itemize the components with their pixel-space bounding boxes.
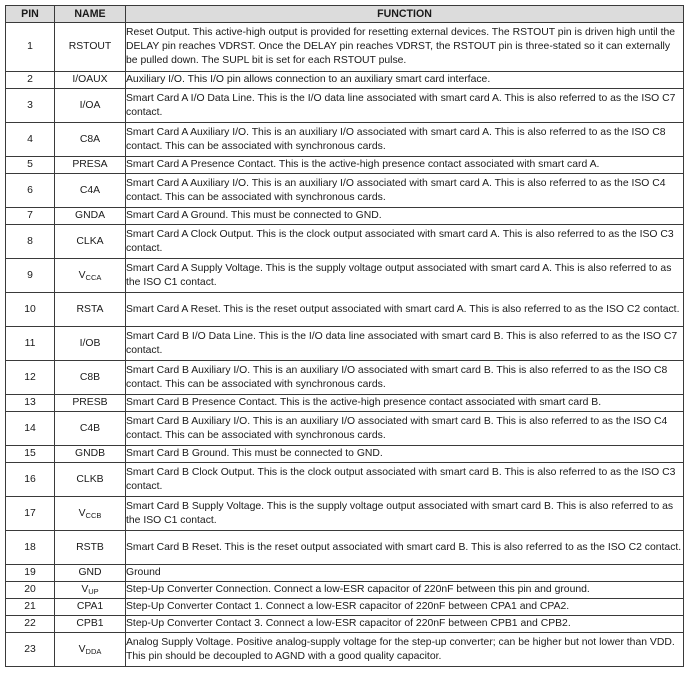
pin-number: 22 bbox=[6, 616, 55, 633]
pin-number: 13 bbox=[6, 395, 55, 412]
pin-name-text: I/OB bbox=[79, 337, 101, 349]
pin-function: Smart Card A Clock Output. This is the clock output associated with smart card A. This is also referred to as the ISO C3 contact. bbox=[126, 225, 684, 259]
pin-number: 5 bbox=[6, 157, 55, 174]
pin-name-subscript: DDA bbox=[85, 646, 102, 656]
pin-name bbox=[55, 72, 126, 89]
pin-name-text: I/OAUX bbox=[72, 74, 108, 85]
pin-name bbox=[55, 225, 126, 259]
pin-name-subscript: CCA bbox=[85, 272, 102, 282]
pin-function: Smart Card A I/O Data Line. This is the I/O data line associated with smart card A. This is also referred to as the ISO C7 contact. bbox=[126, 89, 684, 123]
table-row bbox=[6, 157, 684, 174]
pin-description-table bbox=[5, 5, 684, 667]
table-row bbox=[6, 293, 684, 327]
pin-name-text: V bbox=[78, 643, 86, 655]
pin-number: 18 bbox=[6, 531, 55, 565]
pin-function: Smart Card B Reset. This is the reset output associated with smart card B. This is also referred to as the ISO C2 contact. bbox=[126, 531, 684, 565]
pin-number: 10 bbox=[6, 293, 55, 327]
function-column-header: FUNCTION bbox=[126, 6, 684, 23]
table-row bbox=[6, 361, 684, 395]
table-row bbox=[6, 123, 684, 157]
pin-name bbox=[55, 259, 126, 293]
pin-name-text: C8B bbox=[79, 371, 101, 383]
pin-name-text: CPB1 bbox=[76, 618, 104, 629]
pin-name-text: RSTB bbox=[76, 541, 104, 553]
table-row bbox=[6, 174, 684, 208]
pin-function: Step-Up Converter Connection. Connect a low-ESR capacitor of 220nF between this pin and ground. bbox=[126, 582, 684, 599]
pin-name-text: PRESB bbox=[72, 397, 108, 408]
pin-name bbox=[55, 446, 126, 463]
pin-number: 12 bbox=[6, 361, 55, 395]
table-row bbox=[6, 633, 684, 667]
pin-number: 16 bbox=[6, 463, 55, 497]
pin-function: Smart Card B Presence Contact. This is the active-high presence contact associated with smart card B. bbox=[126, 395, 684, 412]
pin-name-text: RSTOUT bbox=[68, 41, 112, 52]
pin-name bbox=[55, 23, 126, 72]
table-row bbox=[6, 259, 684, 293]
pin-name-text: PRESA bbox=[72, 159, 108, 170]
pin-name-subscript: UP bbox=[88, 587, 99, 596]
table-row bbox=[6, 582, 684, 599]
pin-number: 3 bbox=[6, 89, 55, 123]
pin-name bbox=[55, 361, 126, 395]
pin-name bbox=[55, 531, 126, 565]
pin-number: 20 bbox=[6, 582, 55, 599]
pin-name-text: GNDB bbox=[74, 448, 106, 459]
pin-function: Smart Card B Supply Voltage. This is the supply voltage output associated with smart card B. This is also referred to as the ISO C1 contact. bbox=[126, 497, 684, 531]
pin-name-text: C4A bbox=[79, 184, 101, 196]
pin-function: Smart Card B I/O Data Line. This is the I/O data line associated with smart card B. This is also referred to as the ISO C7 contact. bbox=[126, 327, 684, 361]
pin-name-text: CPA1 bbox=[76, 601, 104, 612]
pin-name-text: V bbox=[78, 507, 86, 519]
pin-number: 11 bbox=[6, 327, 55, 361]
pin-name bbox=[55, 599, 126, 616]
pin-number: 1 bbox=[6, 23, 55, 72]
pin-number: 23 bbox=[6, 633, 55, 667]
pin-name bbox=[55, 582, 126, 599]
table-row bbox=[6, 327, 684, 361]
pin-name-text: V bbox=[81, 584, 89, 595]
pin-number: 21 bbox=[6, 599, 55, 616]
table-row bbox=[6, 225, 684, 259]
pin-name bbox=[55, 412, 126, 446]
pin-function: Step-Up Converter Contact 3. Connect a low-ESR capacitor of 220nF between CPB1 and CPB2. bbox=[126, 616, 684, 633]
pin-name-subscript: CCB bbox=[85, 510, 102, 520]
pin-name-text: I/OA bbox=[79, 99, 101, 111]
pin-name-text: V bbox=[78, 269, 86, 281]
pin-name-text: GND bbox=[78, 567, 102, 578]
pin-name-text: GNDA bbox=[74, 210, 106, 221]
pin-number: 15 bbox=[6, 446, 55, 463]
pin-name bbox=[55, 157, 126, 174]
header-row bbox=[6, 6, 684, 23]
pin-name bbox=[55, 123, 126, 157]
table-row bbox=[6, 565, 684, 582]
pin-name-text: CLKA bbox=[76, 235, 104, 247]
pin-function: Smart Card A Auxiliary I/O. This is an auxiliary I/O associated with smart card A. This is also referred to as the ISO C8 contact. This can be associated with synchronous cards. bbox=[126, 123, 684, 157]
pin-name bbox=[55, 174, 126, 208]
pin-function: Smart Card A Supply Voltage. This is the supply voltage output associated with smart card A. This is also referred to as the ISO C1 contact. bbox=[126, 259, 684, 293]
pin-name-text: C8A bbox=[79, 133, 101, 145]
table-row bbox=[6, 446, 684, 463]
pin-number: 6 bbox=[6, 174, 55, 208]
table-row bbox=[6, 497, 684, 531]
table-row bbox=[6, 412, 684, 446]
pin-name bbox=[55, 89, 126, 123]
pin-function: Ground bbox=[126, 565, 684, 582]
pin-number: 2 bbox=[6, 72, 55, 89]
pin-function: Auxiliary I/O. This I/O pin allows connection to an auxiliary smart card interface. bbox=[126, 72, 684, 89]
pin-function: Smart Card B Auxiliary I/O. This is an auxiliary I/O associated with smart card B. This is also referred to as the ISO C4 contact. This can be associated with synchronous cards. bbox=[126, 412, 684, 446]
table-row bbox=[6, 599, 684, 616]
pin-function: Smart Card A Presence Contact. This is the active-high presence contact associated with smart card A. bbox=[126, 157, 684, 174]
pin-function: Reset Output. This active-high output is provided for resetting external devices. The RSTOUT pin is driven high until the DELAY pin reaches VDRST. Once the DELAY pin reaches VDRST, the RSTOUT pin is three-stated so it can externally be pulled down. The SUPL bit is set for each RSTOUT pulse. bbox=[126, 23, 684, 72]
pin-name-text: C4B bbox=[79, 422, 101, 434]
pin-name-text: RSTA bbox=[76, 303, 104, 315]
pin-number: 14 bbox=[6, 412, 55, 446]
pin-name bbox=[55, 327, 126, 361]
pin-number: 19 bbox=[6, 565, 55, 582]
pin-name-text: CLKB bbox=[76, 473, 104, 485]
pin-function: Analog Supply Voltage. Positive analog-supply voltage for the step-up converter; can be higher but not lower than VDD. This pin should be decoupled to AGND with a good quality capacitor. bbox=[126, 633, 684, 667]
table-row bbox=[6, 23, 684, 72]
pin-name bbox=[55, 633, 126, 667]
pin-rows bbox=[6, 23, 684, 667]
pin-number: 7 bbox=[6, 208, 55, 225]
pin-column-header: PIN bbox=[6, 6, 55, 23]
pin-name bbox=[55, 293, 126, 327]
pin-function: Smart Card B Clock Output. This is the clock output associated with smart card B. This is also referred to as the ISO C3 contact. bbox=[126, 463, 684, 497]
pin-name bbox=[55, 616, 126, 633]
pin-number: 4 bbox=[6, 123, 55, 157]
pin-name bbox=[55, 208, 126, 225]
table-row bbox=[6, 531, 684, 565]
pin-number: 9 bbox=[6, 259, 55, 293]
table-row bbox=[6, 616, 684, 633]
pin-function: Step-Up Converter Contact 1. Connect a low-ESR capacitor of 220nF between CPA1 and CPA2. bbox=[126, 599, 684, 616]
pin-function: Smart Card B Auxiliary I/O. This is an auxiliary I/O associated with smart card B. This is also referred to as the ISO C8 contact. This can be associated with synchronous cards. bbox=[126, 361, 684, 395]
pin-number: 17 bbox=[6, 497, 55, 531]
table-row bbox=[6, 208, 684, 225]
pin-name bbox=[55, 395, 126, 412]
table-row bbox=[6, 89, 684, 123]
table-row bbox=[6, 395, 684, 412]
pin-name bbox=[55, 463, 126, 497]
pin-name bbox=[55, 565, 126, 582]
pin-function: Smart Card B Ground. This must be connected to GND. bbox=[126, 446, 684, 463]
pin-function: Smart Card A Reset. This is the reset output associated with smart card A. This is also referred to as the ISO C2 contact. bbox=[126, 293, 684, 327]
name-column-header: NAME bbox=[55, 6, 126, 23]
pin-function: Smart Card A Auxiliary I/O. This is an auxiliary I/O associated with smart card A. This is also referred to as the ISO C4 contact. This can be associated with synchronous cards. bbox=[126, 174, 684, 208]
table-row bbox=[6, 463, 684, 497]
pin-function: Smart Card A Ground. This must be connected to GND. bbox=[126, 208, 684, 225]
table-row bbox=[6, 72, 684, 89]
pin-number: 8 bbox=[6, 225, 55, 259]
pin-name bbox=[55, 497, 126, 531]
